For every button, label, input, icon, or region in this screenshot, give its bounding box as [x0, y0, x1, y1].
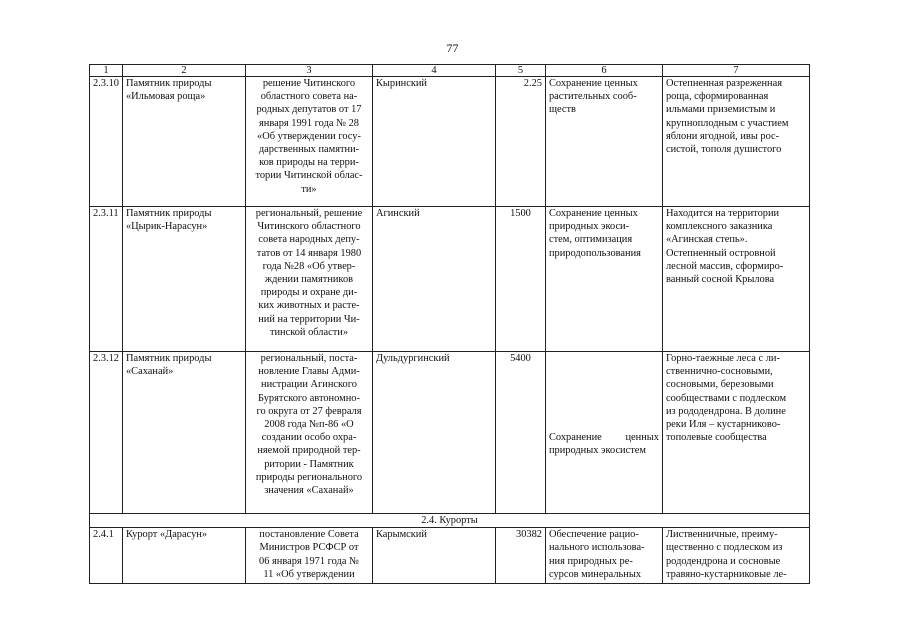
text-line: тории Читинской облас-: [255, 170, 363, 182]
text-line: ния природных ре-: [548, 555, 633, 567]
text-line: 06 января 1971 года №: [259, 555, 359, 567]
text-line: растительных сооб-: [548, 91, 637, 103]
text-line: региональный, решение: [255, 208, 363, 219]
text-line: значения «Саханай»: [264, 485, 354, 497]
text-line: родных депутатов от 17: [256, 104, 362, 116]
text-line: января 1991 года № 28: [259, 117, 359, 129]
nature-reserves-table: [89, 64, 810, 584]
text-line: областного совета на-: [260, 91, 358, 103]
text-line: нистрации Агинского: [261, 379, 357, 391]
header-cell: 2: [122, 65, 245, 77]
legal-document: [245, 528, 372, 584]
text-line: Лиственничные, преиму-: [665, 529, 778, 541]
area: 5400: [495, 352, 545, 514]
text-line: Обеспечение рацио-: [548, 529, 639, 541]
text-line: комплексного заказника: [665, 221, 773, 233]
area: 2.25: [495, 77, 545, 207]
text-line: природы регионального: [255, 471, 363, 483]
text-line: Читинского областного: [257, 221, 361, 233]
district: Агинский: [372, 207, 495, 352]
text-line: Сохранение ценных: [548, 78, 638, 89]
legal-document: [245, 207, 372, 352]
row-code: 2.4.1: [90, 528, 123, 584]
section-title: 2.4. Курорты: [90, 514, 810, 528]
text-line: ждении памятников: [264, 274, 354, 286]
text-line: травяно-кустарниковые ле-: [665, 568, 787, 580]
table-row: [90, 528, 810, 584]
text-line: «Цырик-Нарасун»: [125, 221, 208, 233]
text-line: 2008 года №п-86 «О: [264, 419, 354, 431]
text-line: природы и охране ди-: [260, 287, 358, 299]
table-row: [90, 77, 810, 207]
text-line: сурсов минеральных: [548, 568, 642, 580]
text-line: сообществами с подлеском: [665, 392, 787, 404]
text-line: ственнично-сосновыми,: [665, 366, 773, 378]
area: 1500: [495, 207, 545, 352]
column-number-header-row: [90, 65, 810, 77]
description: [662, 207, 809, 352]
text-line: совета народных депу-: [258, 234, 360, 246]
row-code: 2.3.11: [90, 207, 123, 352]
district: Кыринский: [372, 77, 495, 207]
text-line: постановление Совета: [259, 529, 359, 541]
text-line: сосновыми, березовыми: [665, 379, 774, 391]
header-cell: 1: [90, 65, 123, 77]
text-line: Сохранение ценных: [548, 208, 638, 219]
section-row: [90, 514, 810, 528]
text-line: природных экосистем: [548, 444, 646, 456]
text-line: «Агинская степь».: [665, 234, 748, 246]
table-row: [90, 352, 810, 514]
description: [662, 352, 809, 514]
object-name: [122, 77, 245, 207]
header-cell: 5: [495, 65, 545, 77]
text-line: няемой природной тер-: [257, 445, 361, 457]
page-number: 77: [446, 41, 459, 55]
text-line: нального использова-: [548, 542, 645, 554]
purpose: [545, 528, 662, 584]
text-line: природопользования: [548, 247, 641, 259]
text-line: Бурятского автономно-: [258, 392, 360, 404]
text-line: тинской области»: [269, 326, 349, 338]
text-line: ванный сосной Крылова: [665, 274, 775, 286]
purpose: [545, 77, 662, 207]
text-line: ритории - Памятник: [264, 458, 354, 470]
text-line: Остепненный островной: [665, 247, 776, 259]
legal-document: [245, 77, 372, 207]
object-name: [122, 528, 245, 584]
text-line: щественно с подлеском из: [665, 542, 783, 554]
text-line: природных экоси-: [548, 221, 630, 233]
text-line: крупноплодным с участием: [665, 117, 789, 129]
text-line: лесной массив, сформиро-: [665, 260, 784, 272]
text-line: создании особо охра-: [261, 432, 357, 444]
text-line: стем, оптимизация: [548, 234, 633, 246]
text-line: ний на территории Чи-: [258, 313, 360, 325]
text-line: решение Читинского: [262, 78, 356, 89]
purpose: [545, 207, 662, 352]
description: [662, 528, 809, 584]
row-code: 2.3.12: [90, 352, 123, 514]
area: 30382: [495, 528, 545, 584]
header-cell: 7: [662, 65, 809, 77]
text-line: ти»: [301, 183, 317, 195]
text-line: роща, сформированная: [665, 91, 769, 103]
text-line: Памятник природы: [125, 78, 212, 89]
description: [662, 77, 809, 207]
object-name: [122, 207, 245, 352]
text-line: рододендрона и сосновые: [665, 555, 781, 567]
text-line: Памятник природы: [125, 208, 212, 219]
text-line: Памятник природы: [125, 353, 212, 364]
district: Карымский: [372, 528, 495, 584]
text-line: Горно-таежные леса с ли-: [665, 353, 780, 364]
text-line: ков природы на терри-: [259, 157, 359, 169]
text-line: Сохранение ценных: [548, 431, 659, 443]
text-line: тополевые сообщества: [665, 432, 767, 444]
text-line: дарственных памятни-: [258, 144, 360, 156]
header-cell: 4: [372, 65, 495, 77]
text-line: ких животных и расте-: [258, 300, 360, 312]
district: Дульдургинский: [372, 352, 495, 514]
table-row: [90, 207, 810, 352]
text-line: реки Иля – кустарниково-: [665, 419, 781, 431]
text-line: го округа от 27 февраля: [256, 405, 362, 417]
purpose: [545, 352, 662, 514]
text-line: из рододендрона. В долине: [665, 405, 786, 417]
text-line: ильмами приземистым и: [665, 104, 776, 116]
text-line: года №28 «Об утвер-: [262, 260, 356, 272]
text-line: систой, тополя душистого: [665, 144, 782, 156]
text-line: Остепненная разреженная: [665, 78, 782, 89]
text-line: Министров РСФСР от: [259, 542, 359, 554]
text-line: 11 «Об утверждении: [263, 568, 355, 580]
text-line: татов от 14 января 1980: [256, 247, 362, 259]
text-line: яблони ягодной, ивы рос-: [665, 130, 780, 142]
row-code: 2.3.10: [90, 77, 123, 207]
text-line: Курорт «Дарасун»: [125, 529, 208, 541]
text-line: региональный, поста-: [260, 353, 358, 364]
legal-document: [245, 352, 372, 514]
text-line: Находится на территории: [665, 208, 780, 219]
text-line: ществ: [548, 104, 576, 116]
text-line: новление Главы Адми-: [258, 366, 360, 378]
object-name: [122, 352, 245, 514]
header-cell: 6: [545, 65, 662, 77]
text-line: «Ильмовая роща»: [125, 91, 206, 103]
header-cell: 3: [245, 65, 372, 77]
text-line: «Об утверждении госу-: [257, 130, 361, 142]
text-line: «Саханай»: [125, 366, 174, 378]
